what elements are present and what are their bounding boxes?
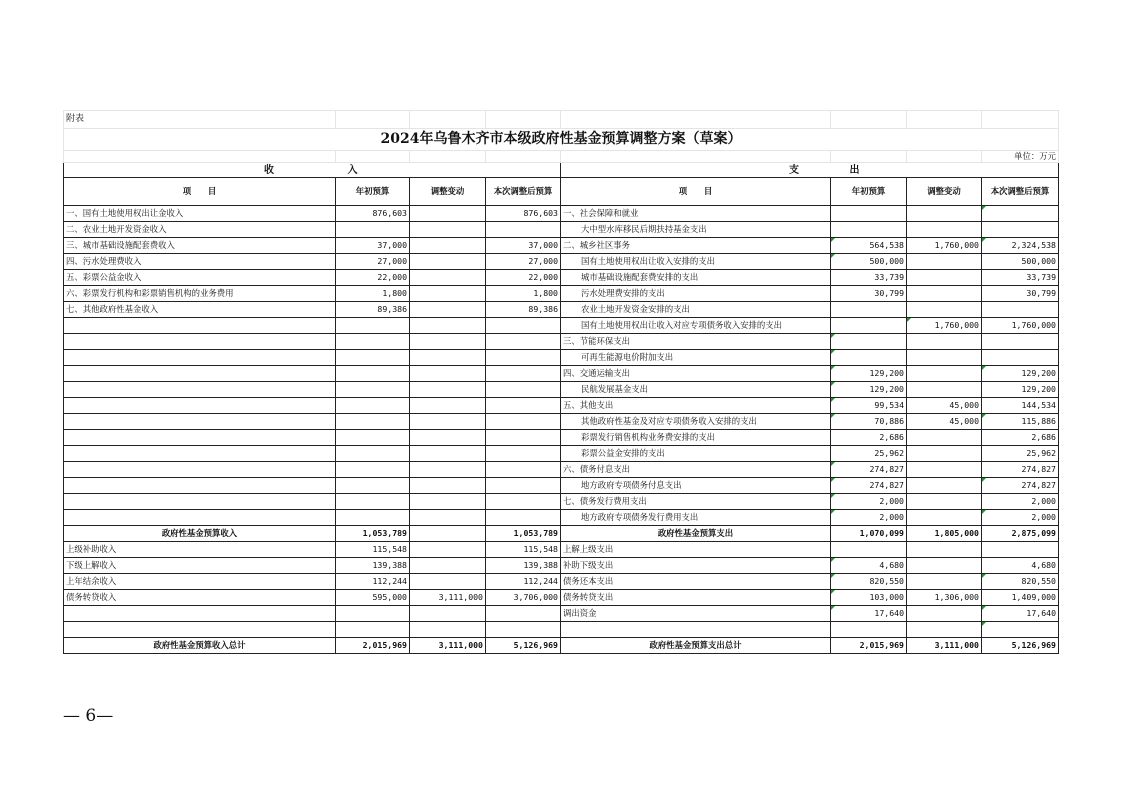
- income-adjusted-cell: 3,706,000: [486, 590, 561, 606]
- income-adjusted-cell: 115,548: [486, 542, 561, 558]
- income-adjusted-cell: [486, 366, 561, 382]
- table-row: [64, 478, 1059, 494]
- expense-adjusted-cell: 4,680: [982, 558, 1059, 574]
- expense-initial-cell: [831, 318, 907, 334]
- table-row: [64, 318, 1059, 334]
- income-initial-cell: [336, 462, 410, 478]
- expense-initial-cell: [831, 302, 907, 318]
- income-change-cell: [410, 238, 486, 254]
- income-adjusted-header: 本次调整后预算: [486, 178, 561, 206]
- expense-item-cell: 三、节能环保支出: [561, 334, 831, 350]
- income-initial-cell: 876,603: [336, 206, 410, 222]
- expense-adjusted-cell: 33,739: [982, 270, 1059, 286]
- expense-change-cell: [907, 494, 982, 510]
- income-change-cell: [410, 510, 486, 526]
- income-change-cell: [410, 398, 486, 414]
- expense-change-cell: 1,760,000: [907, 238, 982, 254]
- expense-change-cell: [907, 350, 982, 366]
- income-item-cell: 上级补助收入: [64, 542, 336, 558]
- expense-change-cell: [907, 622, 982, 638]
- expense-initial-cell: 103,000: [831, 590, 907, 606]
- expense-initial-cell: 17,640: [831, 606, 907, 622]
- income-change-cell: [410, 446, 486, 462]
- income-adjusted-cell: [486, 414, 561, 430]
- income-item-cell: 七、其他政府性基金收入: [64, 302, 336, 318]
- income-adjusted-cell: [486, 334, 561, 350]
- income-adjusted-cell: 1,053,789: [486, 526, 561, 542]
- income-initial-cell: [336, 622, 410, 638]
- expense-change-cell: [907, 334, 982, 350]
- income-initial-cell: 139,388: [336, 558, 410, 574]
- income-initial-cell: 27,000: [336, 254, 410, 270]
- expense-initial-cell: 33,739: [831, 270, 907, 286]
- income-char-2: 入: [347, 164, 358, 176]
- income-char-1: 收: [264, 164, 274, 176]
- expense-adjusted-cell: 820,550: [982, 574, 1059, 590]
- expense-initial-cell: 4,680: [831, 558, 907, 574]
- income-item-cell: 二、农业土地开发资金收入: [64, 222, 336, 238]
- expense-initial-cell: 99,534: [831, 398, 907, 414]
- income-item-header: 项 目: [64, 178, 336, 206]
- expense-item-cell: 一、社会保障和就业: [561, 206, 831, 222]
- income-adjusted-cell: [486, 606, 561, 622]
- income-initial-cell: [336, 334, 410, 350]
- income-adjusted-cell: [486, 222, 561, 238]
- income-initial-cell: 1,053,789: [336, 526, 410, 542]
- income-item-cell: 一、国有土地使用权出让金收入: [64, 206, 336, 222]
- expense-initial-cell: 2,000: [831, 494, 907, 510]
- income-initial-cell: [336, 430, 410, 446]
- income-item-cell: [64, 350, 336, 366]
- income-item-cell: [64, 334, 336, 350]
- income-change-cell: [410, 270, 486, 286]
- income-item-cell: 上年结余收入: [64, 574, 336, 590]
- income-item-cell: 政府性基金预算收入: [64, 526, 336, 542]
- income-adjusted-cell: 1,800: [486, 286, 561, 302]
- income-adjusted-cell: 5,126,969: [486, 638, 561, 654]
- income-change-cell: [410, 382, 486, 398]
- expense-item-cell: 国有土地使用权出让收入对应专项债务收入安排的支出: [561, 318, 831, 334]
- expense-adjusted-cell: 2,324,538: [982, 238, 1059, 254]
- table-row: [64, 286, 1059, 302]
- income-item-cell: 债务转贷收入: [64, 590, 336, 606]
- income-item-cell: [64, 382, 336, 398]
- expense-initial-cell: [831, 622, 907, 638]
- expense-change-cell: [907, 270, 982, 286]
- income-item-cell: 六、彩票发行机构和彩票销售机构的业务费用: [64, 286, 336, 302]
- expense-change-cell: [907, 462, 982, 478]
- income-item-cell: [64, 430, 336, 446]
- table-row: [64, 270, 1059, 286]
- income-initial-cell: 22,000: [336, 270, 410, 286]
- expense-change-cell: 1,306,000: [907, 590, 982, 606]
- expense-initial-cell: [831, 542, 907, 558]
- income-item-cell: [64, 414, 336, 430]
- table-row: [64, 430, 1059, 446]
- income-change-cell: [410, 478, 486, 494]
- income-item-cell: [64, 462, 336, 478]
- expense-item-cell: 政府性基金预算支出总计: [561, 638, 831, 654]
- unit-row: [64, 151, 1059, 163]
- page-number: — 6—: [63, 706, 114, 726]
- income-initial-cell: 1,800: [336, 286, 410, 302]
- expense-adjusted-cell: 2,875,099: [982, 526, 1059, 542]
- income-change-cell: [410, 286, 486, 302]
- income-initial-header: 年初预算: [336, 178, 410, 206]
- income-item-cell: 政府性基金预算收入总计: [64, 638, 336, 654]
- expense-adjusted-cell: [982, 334, 1059, 350]
- expense-initial-cell: 2,000: [831, 510, 907, 526]
- income-initial-cell: [336, 222, 410, 238]
- income-adjusted-cell: [486, 622, 561, 638]
- expense-item-header: 项 目: [561, 178, 831, 206]
- expense-item-cell: 政府性基金预算支出: [561, 526, 831, 542]
- expense-change-cell: [907, 382, 982, 398]
- expense-initial-cell: [831, 350, 907, 366]
- expense-adjusted-cell: 2,000: [982, 510, 1059, 526]
- section-header-row: [64, 163, 1059, 178]
- expense-item-cell: 六、债务付息支出: [561, 462, 831, 478]
- table-row: [64, 574, 1059, 590]
- income-change-cell: [410, 222, 486, 238]
- expense-adjusted-cell: 274,827: [982, 478, 1059, 494]
- expense-item-cell: 彩票发行销售机构业务费安排的支出: [561, 430, 831, 446]
- income-initial-cell: [336, 446, 410, 462]
- income-initial-cell: 2,015,969: [336, 638, 410, 654]
- expense-item-cell: 城市基础设施配套费安排的支出: [561, 270, 831, 286]
- income-adjusted-cell: 112,244: [486, 574, 561, 590]
- expense-char-2: 出: [849, 164, 860, 176]
- expense-initial-cell: [831, 222, 907, 238]
- expense-change-cell: [907, 478, 982, 494]
- income-adjusted-cell: [486, 318, 561, 334]
- income-item-cell: [64, 510, 336, 526]
- table-row: [64, 558, 1059, 574]
- table-row: [64, 590, 1059, 606]
- table-row: [64, 366, 1059, 382]
- expense-initial-cell: 274,827: [831, 462, 907, 478]
- income-change-cell: 3,111,000: [410, 590, 486, 606]
- income-initial-cell: 115,548: [336, 542, 410, 558]
- table-row: [64, 350, 1059, 366]
- expense-item-cell: 七、债务发行费用支出: [561, 494, 831, 510]
- income-change-cell: [410, 206, 486, 222]
- expense-item-cell: 污水处理费安排的支出: [561, 286, 831, 302]
- table-row: [64, 446, 1059, 462]
- income-change-cell: [410, 494, 486, 510]
- table-row: [64, 222, 1059, 238]
- expense-item-cell: [561, 622, 831, 638]
- income-adjusted-cell: [486, 494, 561, 510]
- budget-table: [63, 110, 1059, 654]
- income-item-cell: [64, 494, 336, 510]
- table-row: [64, 302, 1059, 318]
- table-row: [64, 334, 1059, 350]
- income-adjusted-cell: [486, 446, 561, 462]
- income-change-cell: [410, 542, 486, 558]
- income-change-cell: [410, 334, 486, 350]
- expense-adjusted-cell: 500,000: [982, 254, 1059, 270]
- income-initial-cell: [336, 366, 410, 382]
- expense-adjusted-cell: 129,200: [982, 382, 1059, 398]
- expense-change-cell: [907, 574, 982, 590]
- expense-initial-cell: 274,827: [831, 478, 907, 494]
- income-initial-cell: 89,386: [336, 302, 410, 318]
- expense-change-cell: [907, 366, 982, 382]
- income-initial-cell: 112,244: [336, 574, 410, 590]
- income-adjusted-cell: [486, 382, 561, 398]
- expense-adjusted-cell: [982, 206, 1059, 222]
- expense-initial-cell: 1,070,099: [831, 526, 907, 542]
- income-initial-cell: 595,000: [336, 590, 410, 606]
- table-row: [64, 382, 1059, 398]
- expense-change-cell: [907, 302, 982, 318]
- income-adjusted-cell: [486, 398, 561, 414]
- expense-adjusted-cell: 129,200: [982, 366, 1059, 382]
- expense-adjusted-cell: 2,000: [982, 494, 1059, 510]
- expense-change-cell: 1,760,000: [907, 318, 982, 334]
- income-adjusted-cell: 27,000: [486, 254, 561, 270]
- expense-initial-cell: 25,962: [831, 446, 907, 462]
- income-change-cell: 3,111,000: [410, 638, 486, 654]
- expense-change-cell: [907, 558, 982, 574]
- income-change-cell: [410, 462, 486, 478]
- expense-item-cell: 四、交通运输支出: [561, 366, 831, 382]
- income-change-cell: [410, 414, 486, 430]
- expense-initial-cell: 2,015,969: [831, 638, 907, 654]
- attachment-label: 附表: [64, 111, 336, 129]
- expense-adjusted-cell: [982, 222, 1059, 238]
- expense-change-cell: [907, 430, 982, 446]
- table-row: [64, 462, 1059, 478]
- expense-item-cell: 大中型水库移民后期扶持基金支出: [561, 222, 831, 238]
- expense-adjusted-cell: 25,962: [982, 446, 1059, 462]
- income-change-cell: [410, 526, 486, 542]
- page-title: 2024年乌鲁木齐市本级政府性基金预算调整方案（草案）: [64, 129, 1059, 151]
- income-change-cell: [410, 350, 486, 366]
- expense-initial-cell: 820,550: [831, 574, 907, 590]
- expense-adjusted-cell: 1,760,000: [982, 318, 1059, 334]
- expense-adjusted-cell: [982, 302, 1059, 318]
- income-section-header: [64, 163, 561, 178]
- expense-item-cell: 上解上级支出: [561, 542, 831, 558]
- income-item-cell: [64, 606, 336, 622]
- expense-adjusted-cell: 115,886: [982, 414, 1059, 430]
- expense-initial-cell: 564,538: [831, 238, 907, 254]
- expense-initial-header: 年初预算: [831, 178, 907, 206]
- expense-adjusted-cell: 144,534: [982, 398, 1059, 414]
- income-item-cell: [64, 398, 336, 414]
- expense-item-cell: 二、城乡社区事务: [561, 238, 831, 254]
- income-adjusted-cell: [486, 350, 561, 366]
- expense-initial-cell: 129,200: [831, 382, 907, 398]
- budget-sheet: [63, 110, 1058, 654]
- expense-adjusted-cell: 274,827: [982, 462, 1059, 478]
- title-row: [64, 129, 1059, 151]
- expense-adjusted-cell: 1,409,000: [982, 590, 1059, 606]
- income-adjusted-cell: [486, 510, 561, 526]
- income-adjusted-cell: 89,386: [486, 302, 561, 318]
- expense-item-cell: 农业土地开发资金安排的支出: [561, 302, 831, 318]
- expense-initial-cell: [831, 206, 907, 222]
- income-change-cell: [410, 302, 486, 318]
- expense-adjusted-cell: [982, 622, 1059, 638]
- expense-adjusted-header: 本次调整后预算: [982, 178, 1059, 206]
- income-adjusted-cell: [486, 478, 561, 494]
- expense-change-cell: [907, 254, 982, 270]
- income-initial-cell: 37,000: [336, 238, 410, 254]
- expense-item-cell: 五、其他支出: [561, 398, 831, 414]
- income-change-cell: [410, 622, 486, 638]
- income-change-cell: [410, 254, 486, 270]
- expense-item-cell: 地方政府专项债务付息支出: [561, 478, 831, 494]
- expense-item-cell: 调出资金: [561, 606, 831, 622]
- income-change-cell: [410, 606, 486, 622]
- income-change-cell: [410, 558, 486, 574]
- total-row: [64, 526, 1059, 542]
- table-row: [64, 510, 1059, 526]
- expense-initial-cell: 2,686: [831, 430, 907, 446]
- expense-change-header: 调整变动: [907, 178, 982, 206]
- income-initial-cell: [336, 510, 410, 526]
- income-adjusted-cell: [486, 462, 561, 478]
- income-item-cell: [64, 446, 336, 462]
- income-initial-cell: [336, 318, 410, 334]
- income-initial-cell: [336, 398, 410, 414]
- income-change-cell: [410, 430, 486, 446]
- unit-label: 单位：万元: [982, 151, 1059, 163]
- income-initial-cell: [336, 414, 410, 430]
- income-item-cell: [64, 366, 336, 382]
- expense-change-cell: [907, 222, 982, 238]
- expense-change-cell: [907, 446, 982, 462]
- expense-item-cell: 补助下级支出: [561, 558, 831, 574]
- income-initial-cell: [336, 494, 410, 510]
- expense-change-cell: [907, 542, 982, 558]
- table-row: [64, 398, 1059, 414]
- income-adjusted-cell: 22,000: [486, 270, 561, 286]
- income-change-cell: [410, 366, 486, 382]
- expense-initial-cell: 129,200: [831, 366, 907, 382]
- table-row: [64, 238, 1059, 254]
- expense-item-cell: 彩票公益金安排的支出: [561, 446, 831, 462]
- expense-item-cell: 债务还本支出: [561, 574, 831, 590]
- expense-item-cell: 其他政府性基金及对应专项债务收入安排的支出: [561, 414, 831, 430]
- income-change-cell: [410, 574, 486, 590]
- expense-char-1: 支: [789, 164, 799, 176]
- table-row: [64, 494, 1059, 510]
- expense-item-cell: 可再生能源电价附加支出: [561, 350, 831, 366]
- expense-item-cell: 国有土地使用权出让收入安排的支出: [561, 254, 831, 270]
- income-item-cell: [64, 622, 336, 638]
- income-adjusted-cell: 139,388: [486, 558, 561, 574]
- income-initial-cell: [336, 478, 410, 494]
- total-row: [64, 638, 1059, 654]
- expense-change-cell: 45,000: [907, 414, 982, 430]
- income-change-header: 调整变动: [410, 178, 486, 206]
- expense-adjusted-cell: 17,640: [982, 606, 1059, 622]
- expense-change-cell: [907, 286, 982, 302]
- income-change-cell: [410, 318, 486, 334]
- income-item-cell: 三、城市基础设施配套费收入: [64, 238, 336, 254]
- expense-section-header: [561, 163, 1059, 178]
- column-header-row: [64, 178, 1059, 206]
- expense-adjusted-cell: 5,126,969: [982, 638, 1059, 654]
- income-item-cell: 五、彩票公益金收入: [64, 270, 336, 286]
- table-row: [64, 622, 1059, 638]
- table-row: [64, 206, 1059, 222]
- expense-change-cell: [907, 206, 982, 222]
- expense-adjusted-cell: [982, 350, 1059, 366]
- expense-adjusted-cell: 2,686: [982, 430, 1059, 446]
- expense-change-cell: 3,111,000: [907, 638, 982, 654]
- expense-item-cell: 债务转贷支出: [561, 590, 831, 606]
- income-item-cell: [64, 478, 336, 494]
- expense-initial-cell: 70,886: [831, 414, 907, 430]
- table-row: [64, 542, 1059, 558]
- expense-change-cell: [907, 510, 982, 526]
- expense-initial-cell: [831, 334, 907, 350]
- income-item-cell: [64, 318, 336, 334]
- income-initial-cell: [336, 382, 410, 398]
- income-item-cell: 四、污水处理费收入: [64, 254, 336, 270]
- income-adjusted-cell: 37,000: [486, 238, 561, 254]
- attachment-row: [64, 111, 1059, 129]
- income-initial-cell: [336, 606, 410, 622]
- table-row: [64, 254, 1059, 270]
- expense-item-cell: 地方政府专项债务发行费用支出: [561, 510, 831, 526]
- income-adjusted-cell: [486, 430, 561, 446]
- expense-adjusted-cell: [982, 542, 1059, 558]
- table-row: [64, 414, 1059, 430]
- expense-adjusted-cell: 30,799: [982, 286, 1059, 302]
- expense-change-cell: [907, 606, 982, 622]
- expense-change-cell: 45,000: [907, 398, 982, 414]
- income-initial-cell: [336, 350, 410, 366]
- expense-initial-cell: 500,000: [831, 254, 907, 270]
- expense-item-cell: 民航发展基金支出: [561, 382, 831, 398]
- expense-change-cell: 1,805,000: [907, 526, 982, 542]
- expense-initial-cell: 30,799: [831, 286, 907, 302]
- income-item-cell: 下级上解收入: [64, 558, 336, 574]
- income-adjusted-cell: 876,603: [486, 206, 561, 222]
- table-row: [64, 606, 1059, 622]
